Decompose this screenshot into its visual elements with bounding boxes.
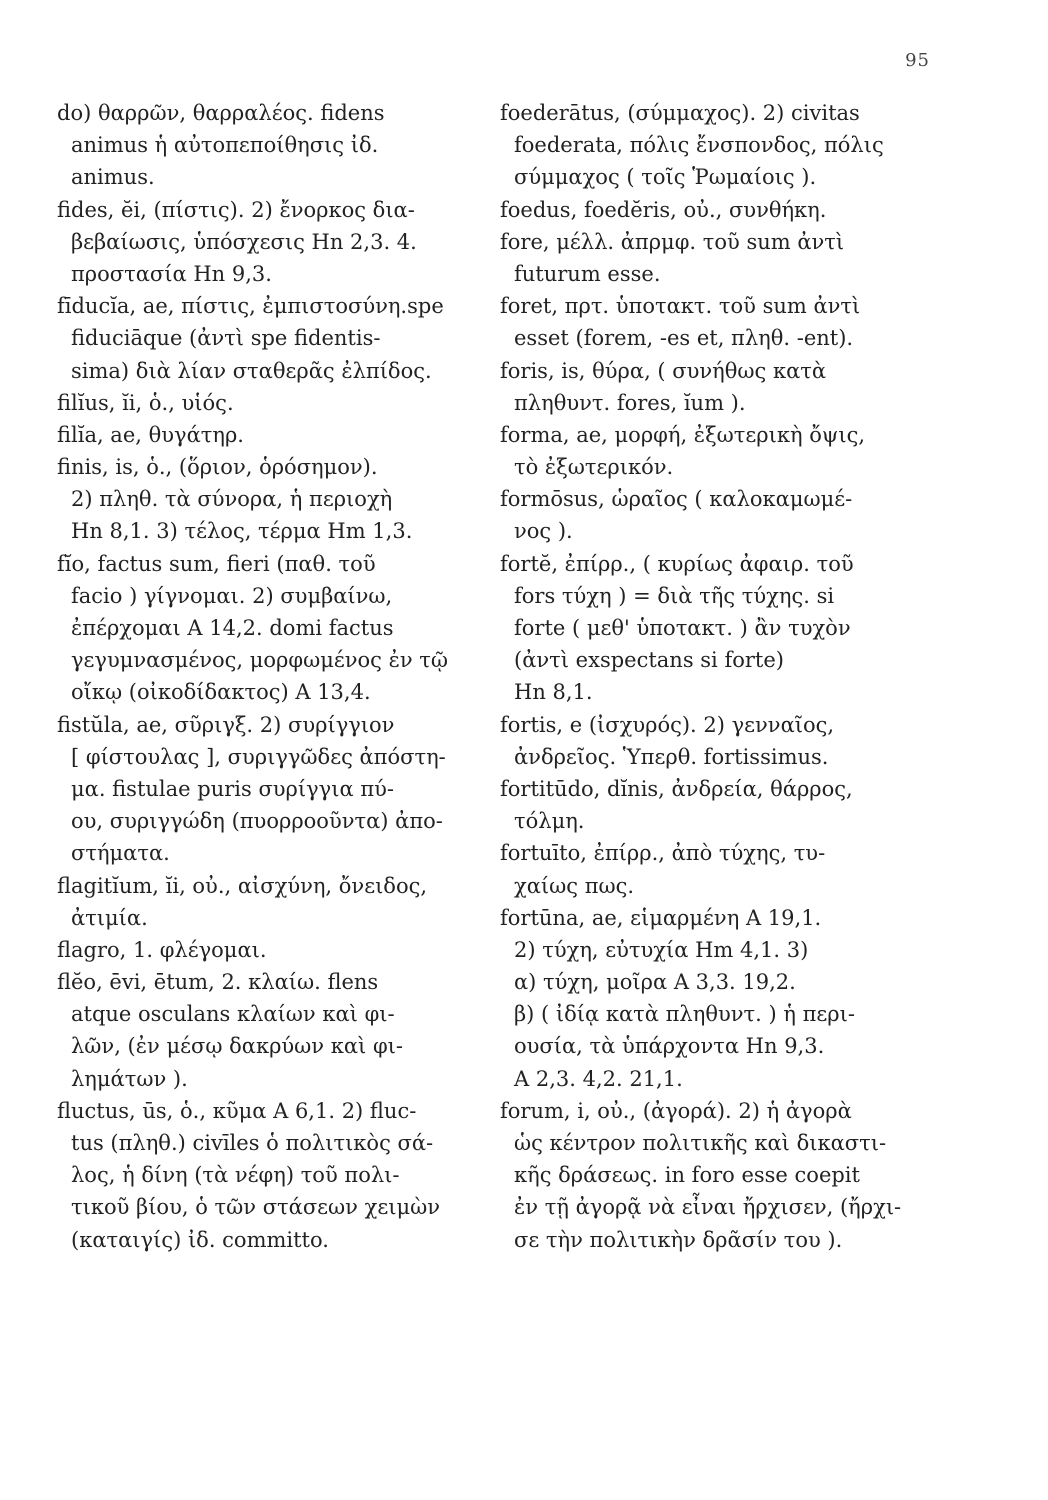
right-column-line: foederātus, (σύμμαχος). 2) civitas (500, 101, 860, 125)
left-column-line: sima) διὰ λίαν σταθερᾶς ἐλπίδος. (71, 358, 432, 383)
right-column-line: fortis, e (ἰσχυρός). 2) γενναῖος, (500, 712, 835, 737)
right-column-line: esset (forem, -es et, πληθ. -ent). (514, 326, 854, 351)
right-column-line: ἀνδρεῖος. Ὑπερθ. fortissimus. (514, 744, 829, 769)
left-column-line: fides, ĕi, (πίστις). 2) ἔνορκος δια- (57, 197, 415, 222)
left-column-line: λῶν, (ἐν μέσῳ δακρύων καὶ φι- (71, 1034, 403, 1059)
right-column-line: fors τύχη ) = διὰ τῆς τύχης. si (514, 583, 835, 608)
left-column-line: fĭo, factus sum, fieri (παθ. τοῦ (57, 551, 376, 576)
left-column-line: animus. (71, 165, 155, 190)
right-column-line: ἐν τῇ ἀγορᾷ νὰ εἶναι ἤρχισεν, (ἤρχι- (514, 1195, 902, 1220)
right-column-line: πληθυντ. fores, ĭum ). (514, 390, 746, 415)
right-column (500, 97, 930, 1256)
right-column-line: foederata, πόλις ἔνσπονδος, πόλις (514, 133, 884, 158)
right-column-line: α) τύχη, μοῖρα A 3,3. 19,2. (514, 970, 796, 995)
left-column-line: 2) πληθ. τὰ σύνορα, ἡ περιοχὴ (71, 487, 393, 512)
right-column-line: foedus, foedĕris, οὐ., συνθήκη. (500, 197, 827, 222)
left-column-line: do) θαρρῶν, θαρραλέος. fidens (57, 101, 385, 125)
right-column-line: forma, ae, μορφή, ἐξωτερικὴ ὄψις, (500, 422, 866, 447)
left-column-line: atque osculans κλαίων καὶ φι- (71, 1002, 395, 1027)
right-column-line: ουσία, τὰ ὑπάρχοντα Hn 9,3. (514, 1034, 825, 1059)
right-column-line: fore, μέλλ. ἀπρμφ. τοῦ sum ἀντὶ (500, 229, 845, 254)
right-column-line: foris, is, θύρα, ( συνήθως κατὰ (500, 358, 827, 383)
right-column-line: τόλμη. (514, 809, 585, 834)
right-column-line: futurum esse. (514, 261, 661, 286)
left-column-line: λημάτων ). (71, 1066, 188, 1091)
left-column (57, 97, 487, 1256)
left-column-line: flagitĭum, ĭi, οὐ., αἰσχύνη, ὄνειδος, (57, 873, 428, 898)
left-column-line: finis, is, ὁ., (ὅριον, ὁρόσημον). (57, 455, 378, 480)
right-column-line: forte ( μεθ' ὑποτακτ. ) ἂν τυχὸν (514, 616, 851, 640)
left-column-line: filĭus, ĭi, ὁ., υἱός. (57, 390, 234, 415)
left-column-line: οἴκῳ (οἰκοδίδακτος) A 13,4. (71, 680, 371, 705)
left-column-line: λος, ἡ δίνη (τὰ νέφη) τοῦ πολι- (71, 1163, 400, 1188)
right-column-line: κῆς δράσεως. in foro esse coepit (514, 1163, 860, 1188)
left-column-line: μα. fistulae puris συρίγγια πύ- (71, 776, 394, 801)
right-column-line: Hn 8,1. (514, 680, 593, 705)
left-column-line: ἐπέρχομαι A 14,2. domi factus (71, 616, 394, 640)
left-column-line: βεβαίωσις, ὑπόσχεσις Hn 2,3. 4. (71, 229, 417, 254)
left-column-line: στήματα. (71, 841, 170, 866)
left-column-line: (καταιγίς) ἰδ. committo. (71, 1227, 329, 1252)
left-column-line: [ φίστουλας ], συριγγῶδες ἀπόστη- (71, 744, 446, 769)
left-column-line: fiduciāque (ἀντὶ spe fidentis- (71, 326, 381, 351)
right-column-line: σε τὴν πολιτικὴν δρᾶσίν του ). (514, 1227, 843, 1252)
right-column-line: A 2,3. 4,2. 21,1. (514, 1066, 683, 1091)
right-column-line: 2) τύχη, εὐτυχία Hm 4,1. 3) (514, 937, 809, 962)
left-column-line: tus (πληθ.) civīles ὁ πολιτικὸς σά- (71, 1131, 434, 1155)
right-column-line: τὸ ἐξωτερικόν. (514, 455, 674, 480)
right-column-line: fortitūdo, dĭnis, ἀνδρεία, θάρρος, (500, 776, 853, 801)
left-column-line: ἀτιμία. (71, 905, 148, 930)
right-column-line: fortūna, ae, εἱμαρμένη A 19,1. (500, 905, 822, 930)
left-column-line: fluctus, ūs, ὁ., κῦμα A 6,1. 2) fluc- (57, 1098, 417, 1123)
left-column-line: γεγυμνασμένος, μορφωμένος ἐν τῷ (71, 648, 449, 673)
left-column-line: filĭa, ae, θυγάτηρ. (57, 422, 244, 447)
left-column-line: fistŭla, ae, σῦριγξ. 2) συρίγγιον (57, 712, 395, 737)
page-number: 95 (905, 50, 930, 71)
left-column-line: flĕo, ēvi, ētum, 2. κλαίω. flens (57, 970, 379, 995)
left-column-line: ου, συριγγώδη (πυορροοῦντα) ἀπο- (71, 809, 443, 834)
left-column-line: fīducĭa, ae, πίστις, ἐμπιστοσύνη.spe (57, 294, 444, 319)
right-column-line: forum, i, οὐ., (ἀγορά). 2) ἡ ἀγορὰ (500, 1098, 852, 1123)
right-column-line: νος ). (514, 519, 573, 544)
right-column-line: χαίως πως. (514, 873, 635, 898)
right-column-line: (ἀντὶ exspectans si forte) (514, 648, 784, 673)
right-column-line: formōsus, ὡραῖος ( καλοκαμωμέ- (500, 487, 853, 512)
right-column-line: ὡς κέντρον πολιτικῆς καὶ δικαστι- (514, 1131, 887, 1155)
right-column-line: foret, πρτ. ὑποτακτ. τοῦ sum ἀντὶ (500, 294, 861, 319)
left-column-line: προστασία Hn 9,3. (71, 261, 272, 286)
left-column-line: flagro, 1. φλέγομαι. (57, 937, 267, 962)
left-column-line: Hn 8,1. 3) τέλος, τέρμα Hm 1,3. (71, 519, 413, 544)
left-column-line: τικοῦ βίου, ὁ τῶν στάσεων χειμὼν (71, 1195, 440, 1220)
right-column-line: fortuīto, ἐπίρρ., ἀπὸ τύχης, τυ- (500, 841, 826, 866)
right-column-line: fortĕ, ἐπίρρ., ( κυρίως ἀφαιρ. τοῦ (500, 551, 854, 576)
right-column-line: β) ( ἰδίᾳ κατὰ πληθυντ. ) ἡ περι- (514, 1002, 855, 1027)
left-column-line: animus ἡ αὐτοπεποίθησις ἰδ. (71, 133, 379, 158)
right-column-line: σύμμαχος ( τοῖς Ῥωμαίοις ). (514, 165, 817, 190)
left-column-line: facio ) γίγνομαι. 2) συμβαίνω, (71, 583, 393, 608)
